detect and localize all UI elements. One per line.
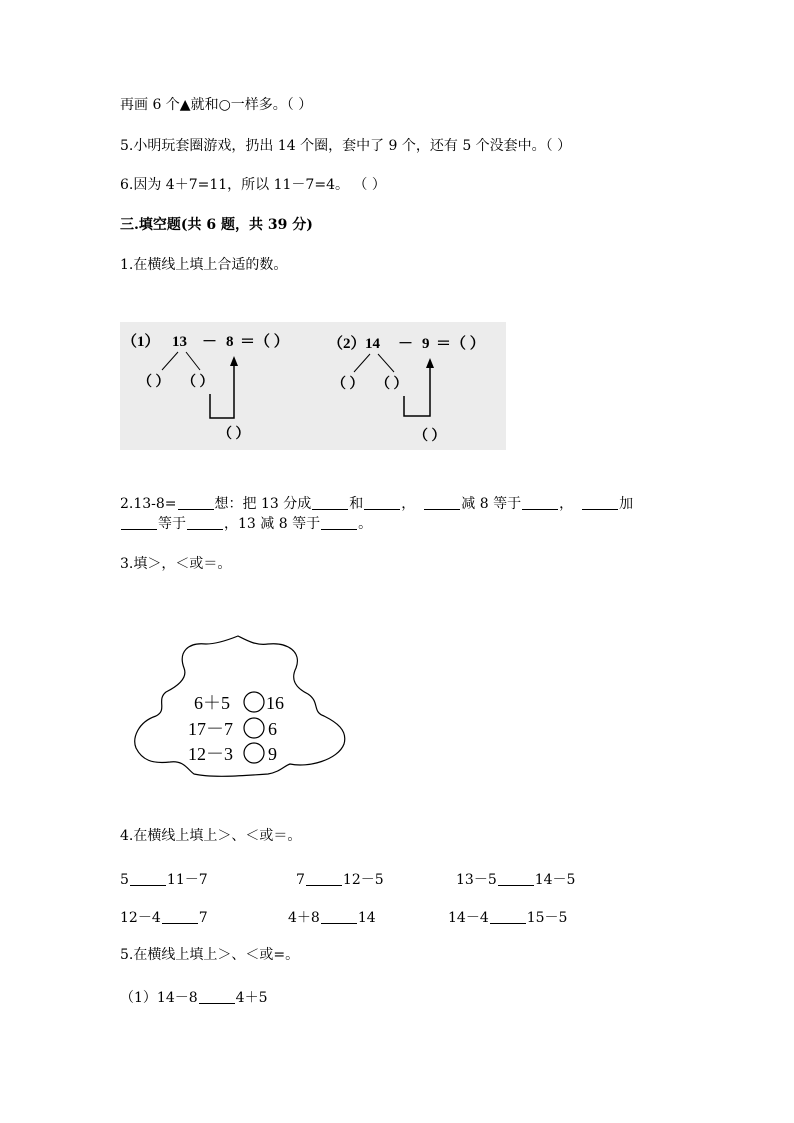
- q4-item-2: [296, 869, 384, 889]
- q3-row2-right: 6: [268, 719, 277, 739]
- q2-text-3: 和: [349, 496, 364, 512]
- q2-text-9: ，13 减 8 等于: [224, 516, 321, 532]
- q2-text-10: 。: [358, 516, 373, 532]
- q4-item-2-a: 7: [296, 872, 305, 888]
- q1-left-bottom: （ ）: [218, 427, 250, 442]
- q5-item-num: （1）: [120, 990, 157, 1006]
- q4-item-3-blank[interactable]: [498, 871, 534, 886]
- q1-right-bottom: （ ）: [414, 429, 446, 444]
- q4-item-6-b: 15－5: [526, 910, 568, 926]
- q1-left-arrow-icon: [230, 356, 238, 366]
- q1-right-eq: ＝（ ）: [436, 336, 485, 352]
- q5-item-1: [120, 987, 267, 1007]
- q4-item-1-b: 11－7: [166, 872, 208, 888]
- q1-right-num: （2）: [328, 336, 366, 352]
- q2-text-4: ，: [401, 496, 416, 512]
- q1-right-sub: 9: [422, 336, 430, 352]
- q1-right-part-b: （ ）: [376, 377, 408, 392]
- q4-item-1: [120, 869, 208, 889]
- q2-line1: [120, 495, 633, 513]
- judge-q4-tail: 再画 6 个▲就和○一样多。（ ）: [120, 97, 313, 113]
- q2-blank-5[interactable]: [522, 495, 558, 510]
- section-title: 三.填空题(共 6 题，共 39 分): [120, 217, 313, 233]
- q3-row2-left: 17－7: [188, 719, 233, 739]
- q2-text-5: 减 8 等于: [461, 496, 522, 512]
- q2-text-6: ，: [559, 496, 574, 512]
- q1-left-num: （1）: [122, 334, 160, 350]
- q1-right-branch-a: [354, 354, 370, 372]
- q1-right-connector: [404, 364, 430, 416]
- q3-prompt: 3.填＞，＜或＝。: [120, 556, 232, 572]
- q2-blank-9[interactable]: [321, 515, 357, 530]
- q1-right-arrow-icon: [426, 358, 434, 368]
- q3-row1-left: 6＋5: [194, 693, 230, 713]
- q4-item-6-blank[interactable]: [490, 909, 526, 924]
- q3-circle-3: [244, 743, 264, 763]
- q4-item-3-b: 14－5: [534, 872, 576, 888]
- q3-circle-1: [244, 692, 264, 712]
- q1-diagram: [120, 322, 506, 450]
- q1-left-part-b: （ ）: [182, 375, 214, 390]
- q3-row3-left: 12－3: [188, 744, 233, 764]
- q1-prompt: 1.在横线上填上合适的数。: [120, 257, 288, 273]
- q2-blank-7[interactable]: [121, 515, 157, 530]
- q1-figure: [120, 322, 506, 450]
- q4-item-6-a: 14－4: [448, 910, 489, 926]
- q1-right-branch-b: [378, 354, 394, 372]
- q2-line2: [120, 515, 372, 533]
- q3-figure: [128, 630, 353, 780]
- q3-row1-right: 16: [266, 693, 284, 713]
- q1-left-sub: 8: [226, 334, 234, 350]
- q5-prompt: 5.在横线上填上＞、＜或=。: [120, 947, 300, 963]
- q4-item-5-b: 14: [357, 910, 376, 926]
- q1-right-minus: －: [398, 336, 414, 352]
- q4-item-4-b: 7: [198, 910, 208, 926]
- q4-item-3-a: 13－5: [456, 872, 497, 888]
- q1-left-minuend: 13: [172, 334, 187, 350]
- q4-item-5-a: 4＋8: [288, 910, 320, 926]
- q5-item-blank[interactable]: [199, 989, 235, 1004]
- q1-right-part-a: （ ）: [332, 377, 364, 392]
- q2-blank-6[interactable]: [582, 495, 618, 510]
- q4-item-3: [456, 869, 575, 889]
- q4-item-2-blank[interactable]: [306, 871, 342, 886]
- q1-right-minuend: 14: [365, 336, 380, 352]
- q1-left-branch-b: [186, 352, 200, 370]
- q4-item-4: [120, 907, 208, 927]
- q1-left-part-a: （ ）: [138, 375, 170, 390]
- q1-left-eq: ＝（ ）: [240, 334, 289, 350]
- q4-item-1-blank[interactable]: [130, 871, 166, 886]
- q4-prompt: 4.在横线上填上＞、＜或＝。: [120, 828, 302, 844]
- q2-text-7: 加: [619, 496, 634, 512]
- q4-item-1-a: 5: [120, 872, 129, 888]
- q4-item-4-blank[interactable]: [162, 909, 198, 924]
- q3-cloud-shape: [128, 630, 353, 780]
- q4-item-5-blank[interactable]: [321, 909, 357, 924]
- q1-left-minus: －: [202, 334, 218, 350]
- q1-left-branch-a: [162, 352, 178, 370]
- q3-circle-2: [244, 718, 264, 738]
- q2-blank-8[interactable]: [187, 515, 223, 530]
- q5-item-b: 4＋5: [235, 990, 268, 1006]
- q2-blank-2[interactable]: [312, 495, 348, 510]
- q4-item-2-b: 12－5: [342, 872, 384, 888]
- q2-text-2: 想：把 13 分成: [214, 496, 312, 512]
- q4-item-6: [448, 907, 567, 927]
- q2-text-8: 等于: [158, 516, 186, 532]
- q3-row3-right: 9: [268, 744, 277, 764]
- q5-item-a: 14－8: [156, 990, 198, 1006]
- judge-q6: 6.因为 4＋7=11，所以 11－7=4。 （ ）: [120, 177, 386, 193]
- q4-item-5: [288, 907, 376, 927]
- q2-blank-3[interactable]: [364, 495, 400, 510]
- q1-left-connector: [210, 362, 234, 418]
- judge-q5: 5.小明玩套圈游戏，扔出 14 个圈，套中了 9 个，还有 5 个没套中。（ ）: [120, 138, 572, 154]
- q2-text-1: 2.13-8=: [120, 496, 177, 512]
- q2-blank-4[interactable]: [424, 495, 460, 510]
- q4-item-4-a: 12－4: [120, 910, 161, 926]
- q2-blank-1[interactable]: [178, 495, 214, 510]
